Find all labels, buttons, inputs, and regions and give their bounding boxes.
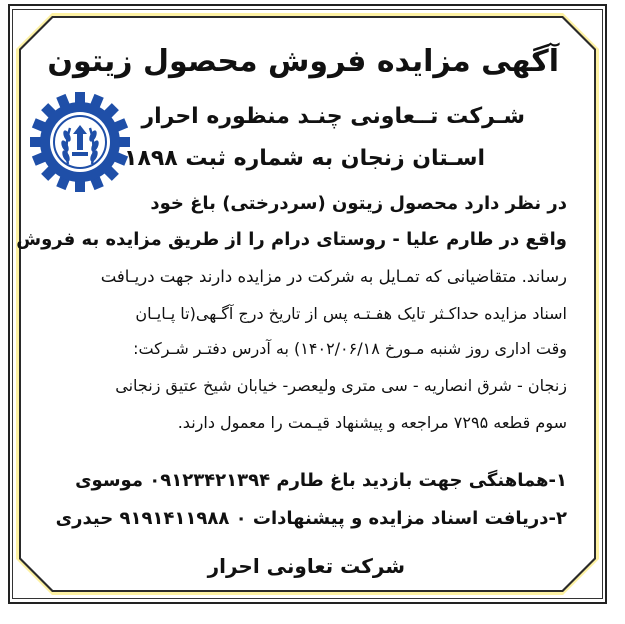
company-name: شـرکت تــعاونی چنـد منظوره احرار — [141, 104, 525, 129]
footer-company: شرکت تعاونی احرار — [207, 554, 405, 578]
contact-line-2: ۲-دریافت اسناد مزایده و پیشنهادات ۰ ۹۱۹۱۴۱۱۹۸۸ حیدری — [55, 508, 567, 529]
body-line-5: وقت اداری روز شنبه مـورخ ۱۴۰۲/۰۶/۱۸) به آدرس دفتـر شـرکت: — [133, 339, 567, 358]
body-line-6: زنجان - شرق انصاریه - سی متری ولیعصر- خیابان شیخ عتیق زنجانی — [115, 376, 567, 395]
body-line-4: اسناد مزایده حداکـثر تایک هفـتـه پس از تاریخ درج آگـهی(تا پـایـان — [135, 304, 567, 323]
body-line-1: در نظر دارد محصول زیتون (سردرختی) باغ خود — [150, 193, 567, 214]
province-registration: اسـتان زنجان به شماره ثبت ۱۸۹۸ — [124, 146, 485, 171]
body-line-2: واقع در طارم علیا - روستای درام را از طریق مزایده به فروش — [16, 229, 567, 250]
contact-line-1: ۱-هماهنگی جهت بازدید باغ طارم ۰۹۱۲۳۴۲۱۳۹۴ موسوی — [75, 470, 567, 491]
notice-title: آگهی مزایده فروش محصول زیتون — [47, 44, 559, 79]
body-line-7: سوم قطعه ۷۲۹۵ مراجعه و پیشنهاد قیـمت را معمول دارند. — [177, 413, 567, 432]
body-line-3: رساند. متقاضیانی که تمـایل به شرکت در مزایده دارند جهت دریـافت — [100, 267, 567, 286]
